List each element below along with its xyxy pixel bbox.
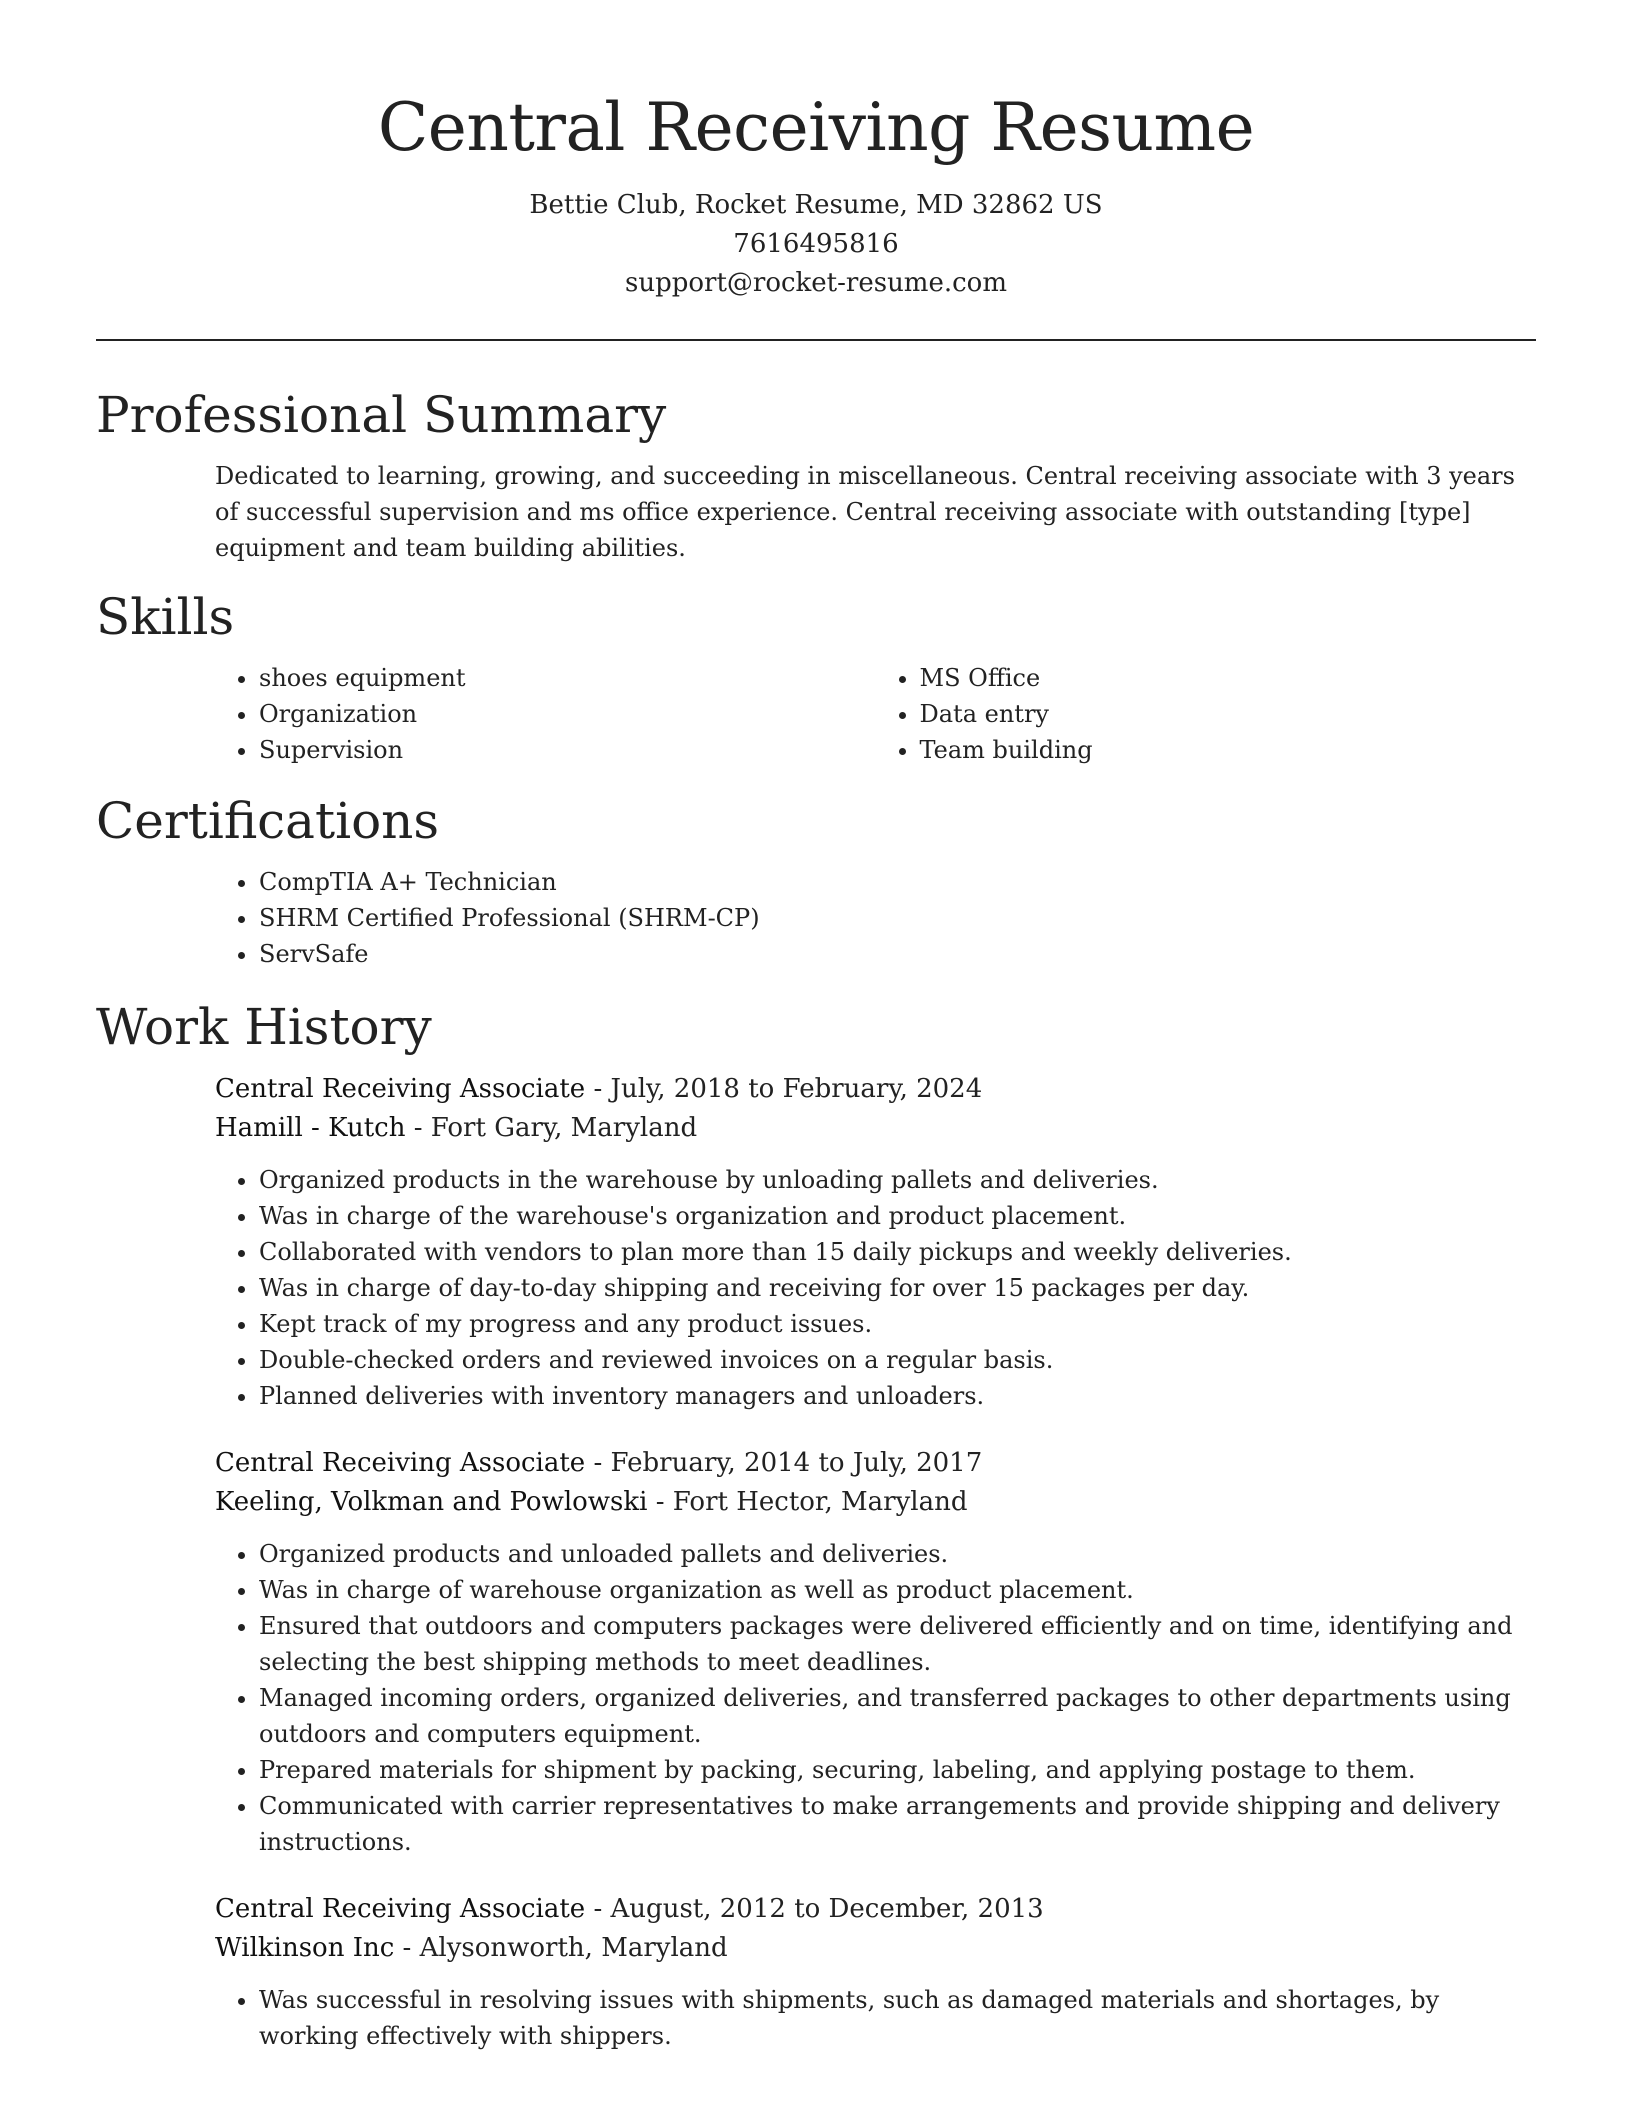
skill-item: • Team building — [920, 732, 1537, 768]
certification-item: • CompTIA A+ Technician — [259, 864, 1536, 900]
certifications-list — [215, 864, 1536, 972]
job-duty: • Double-checked orders and reviewed invoices on a regular basis. — [259, 1342, 1536, 1378]
skill-item: • MS Office — [920, 660, 1537, 696]
skill-item: • Supervision — [259, 732, 876, 768]
work-history-heading: Work History — [96, 998, 432, 1056]
contact-address: Bettie Club, Rocket Resume, MD 32862 US — [529, 190, 1103, 220]
separator: - — [585, 1448, 611, 1478]
job-duty: • Collaborated with vendors to plan more than 15 daily pickups and weekly deliveries. — [259, 1234, 1536, 1270]
skills-list — [215, 660, 1536, 768]
certifications-section — [96, 791, 1536, 972]
job-entry — [215, 1070, 1536, 1414]
job-dates: July, 2018 to February, 2024 — [610, 1074, 983, 1104]
work-history-section — [96, 997, 1536, 2054]
job-entry — [215, 1444, 1536, 1860]
job-dates: August, 2012 to December, 2013 — [610, 1894, 1044, 1924]
summary-heading: Professional Summary — [96, 386, 667, 444]
separator: - — [585, 1074, 611, 1104]
page-title: Central Receiving Resume — [377, 89, 1255, 166]
job-title-line — [215, 1444, 1536, 1483]
job-duty: • Communicated with carrier representatives to make arrangements and provide shipping and delivery instructions. — [259, 1788, 1536, 1860]
job-company-line — [215, 1109, 1536, 1148]
job-location: Fort Hector, Maryland — [672, 1487, 968, 1517]
job-company: Wilkinson Inc — [215, 1933, 395, 1963]
job-duty: • Was in charge of the warehouse's organization and product placement. — [259, 1198, 1536, 1234]
job-company: Hamill - Kutch — [215, 1113, 406, 1143]
job-duty: • Was in charge of warehouse organization as well as product placement. — [259, 1572, 1536, 1608]
summary-body — [215, 458, 1536, 566]
contact-email: support@rocket-resume.com — [624, 268, 1007, 298]
skills-section — [96, 587, 1536, 768]
job-duty: • Was successful in resolving issues with shipments, such as damaged materials and shortages, by working effectively with shippers. — [259, 1982, 1536, 2054]
job-entry — [215, 1890, 1536, 2054]
certification-item: • ServSafe — [259, 936, 1536, 972]
summary-text: Dedicated to learning, growing, and succeeding in miscellaneous. Central receiving associate with 3 years of successful supervision and ms office experience. Central receiving associate with outstanding [type] equipment and team building abilities. — [215, 462, 1515, 562]
skill-item: • Data entry — [920, 696, 1537, 732]
job-title: Central Receiving Associate — [215, 1894, 586, 1924]
job-dates: February, 2014 to July, 2017 — [610, 1448, 983, 1478]
skills-column-right — [876, 660, 1537, 768]
contact-phone: 7616495816 — [733, 229, 899, 259]
header-divider — [96, 339, 1536, 341]
job-duties — [215, 1982, 1536, 2054]
job-duty: • Organized products in the warehouse by unloading pallets and deliveries. — [259, 1162, 1536, 1198]
certifications-heading: Certifications — [96, 792, 440, 850]
contact-info — [96, 186, 1536, 303]
skill-item: • Organization — [259, 696, 876, 732]
job-company-line — [215, 1929, 1536, 1968]
resume-header — [96, 0, 1536, 303]
summary-section — [96, 385, 1536, 566]
separator: - — [647, 1487, 673, 1517]
job-duty: • Kept track of my progress and any product issues. — [259, 1306, 1536, 1342]
skills-column-left — [215, 660, 876, 768]
job-title: Central Receiving Associate — [215, 1074, 586, 1104]
job-duty: • Organized products and unloaded pallets and deliveries. — [259, 1536, 1536, 1572]
job-title-line — [215, 1890, 1536, 1929]
job-duties — [215, 1536, 1536, 1860]
separator: - — [585, 1894, 611, 1924]
job-location: Alysonworth, Maryland — [419, 1933, 728, 1963]
job-duty: • Prepared materials for shipment by packing, securing, labeling, and applying postage to them. — [259, 1752, 1536, 1788]
job-location: Fort Gary, Maryland — [430, 1113, 698, 1143]
separator: - — [405, 1113, 431, 1143]
job-duty: • Managed incoming orders, organized deliveries, and transferred packages to other departments using outdoors and computers equipment. — [259, 1680, 1536, 1752]
certification-item: • SHRM Certified Professional (SHRM-CP) — [259, 900, 1536, 936]
work-history-body — [215, 1070, 1536, 2054]
job-company: Keeling, Volkman and Powlowski — [215, 1487, 648, 1517]
job-company-line — [215, 1483, 1536, 1522]
job-title: Central Receiving Associate — [215, 1448, 586, 1478]
separator: - — [394, 1933, 420, 1963]
job-title-line — [215, 1070, 1536, 1109]
job-duties — [215, 1162, 1536, 1414]
skill-item: • shoes equipment — [259, 660, 876, 696]
job-duty: • Ensured that outdoors and computers packages were delivered efficiently and on time, identifying and selecting the best shipping methods to meet deadlines. — [259, 1608, 1536, 1680]
certifications-body — [215, 864, 1536, 972]
job-duty: • Planned deliveries with inventory managers and unloaders. — [259, 1378, 1536, 1414]
job-duty: • Was in charge of day-to-day shipping and receiving for over 15 packages per day. — [259, 1270, 1536, 1306]
skills-heading: Skills — [96, 588, 235, 646]
